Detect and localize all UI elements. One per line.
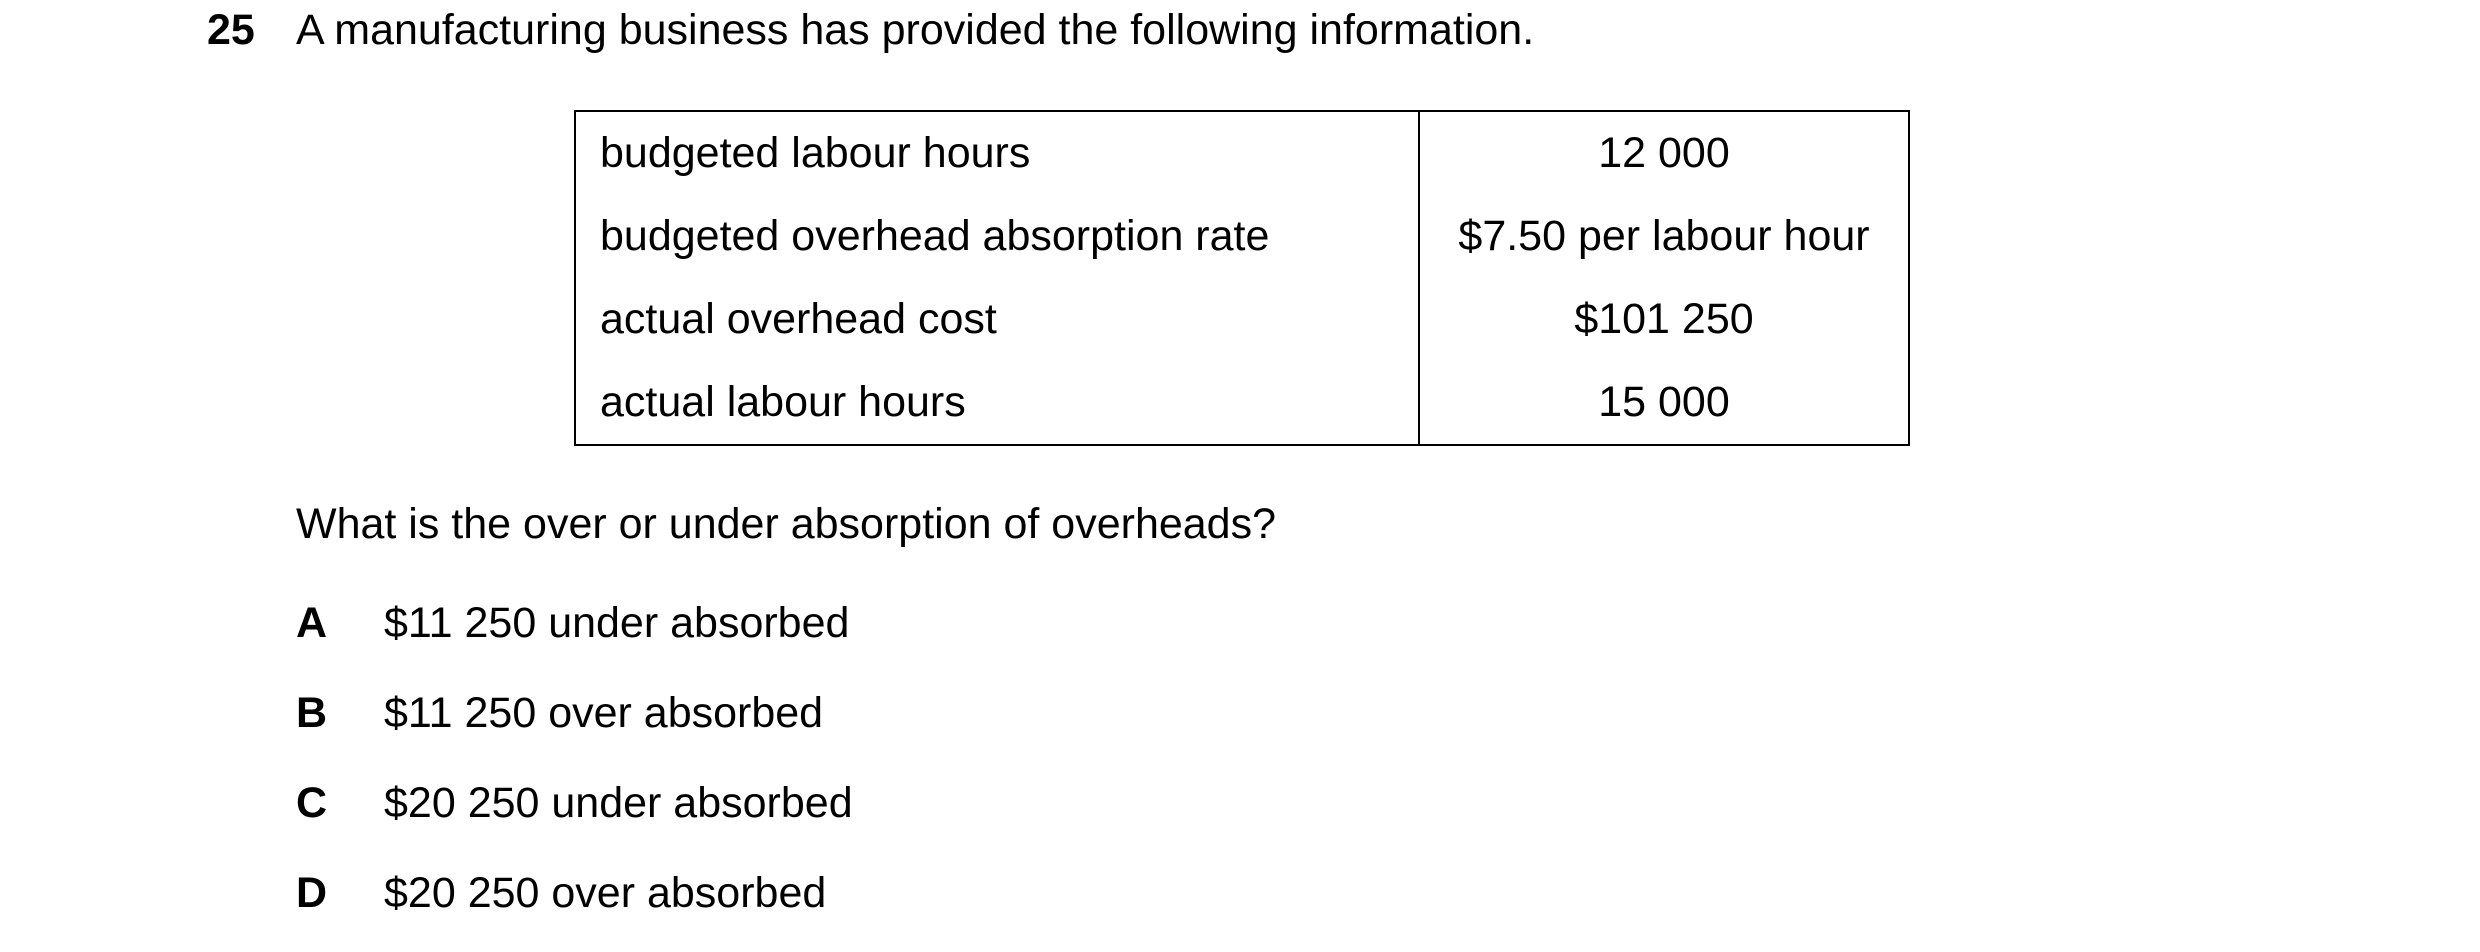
question-number: 25 [207, 6, 255, 54]
table-row [575, 195, 1909, 278]
row-value: $101 250 [1574, 295, 1754, 343]
question-stem: A manufacturing business has provided the following information. [296, 6, 1535, 54]
option-letter: B [296, 689, 328, 737]
row-label: actual overhead cost [575, 278, 1419, 361]
table-row [575, 111, 1909, 195]
option-letter: A [296, 599, 328, 647]
option-text: $11 250 over absorbed [384, 689, 824, 737]
table-row [575, 278, 1909, 361]
information-table [574, 110, 1910, 446]
row-label: budgeted labour hours [575, 111, 1419, 195]
option-letter: D [296, 869, 328, 917]
row-label: budgeted overhead absorption rate [575, 195, 1419, 278]
option-letter: C [296, 779, 328, 827]
row-value: 15 000 [1598, 378, 1730, 426]
row-value: $7.50 per labour hour [1458, 212, 1870, 260]
row-value: 12 000 [1598, 129, 1730, 177]
row-label: actual labour hours [575, 361, 1419, 445]
question-prompt: What is the over or under absorption of overheads? [296, 500, 1277, 548]
option-text: $20 250 over absorbed [384, 869, 827, 917]
option-text: $20 250 under absorbed [384, 779, 853, 827]
table-row [575, 361, 1909, 445]
option-text: $11 250 under absorbed [384, 599, 850, 647]
